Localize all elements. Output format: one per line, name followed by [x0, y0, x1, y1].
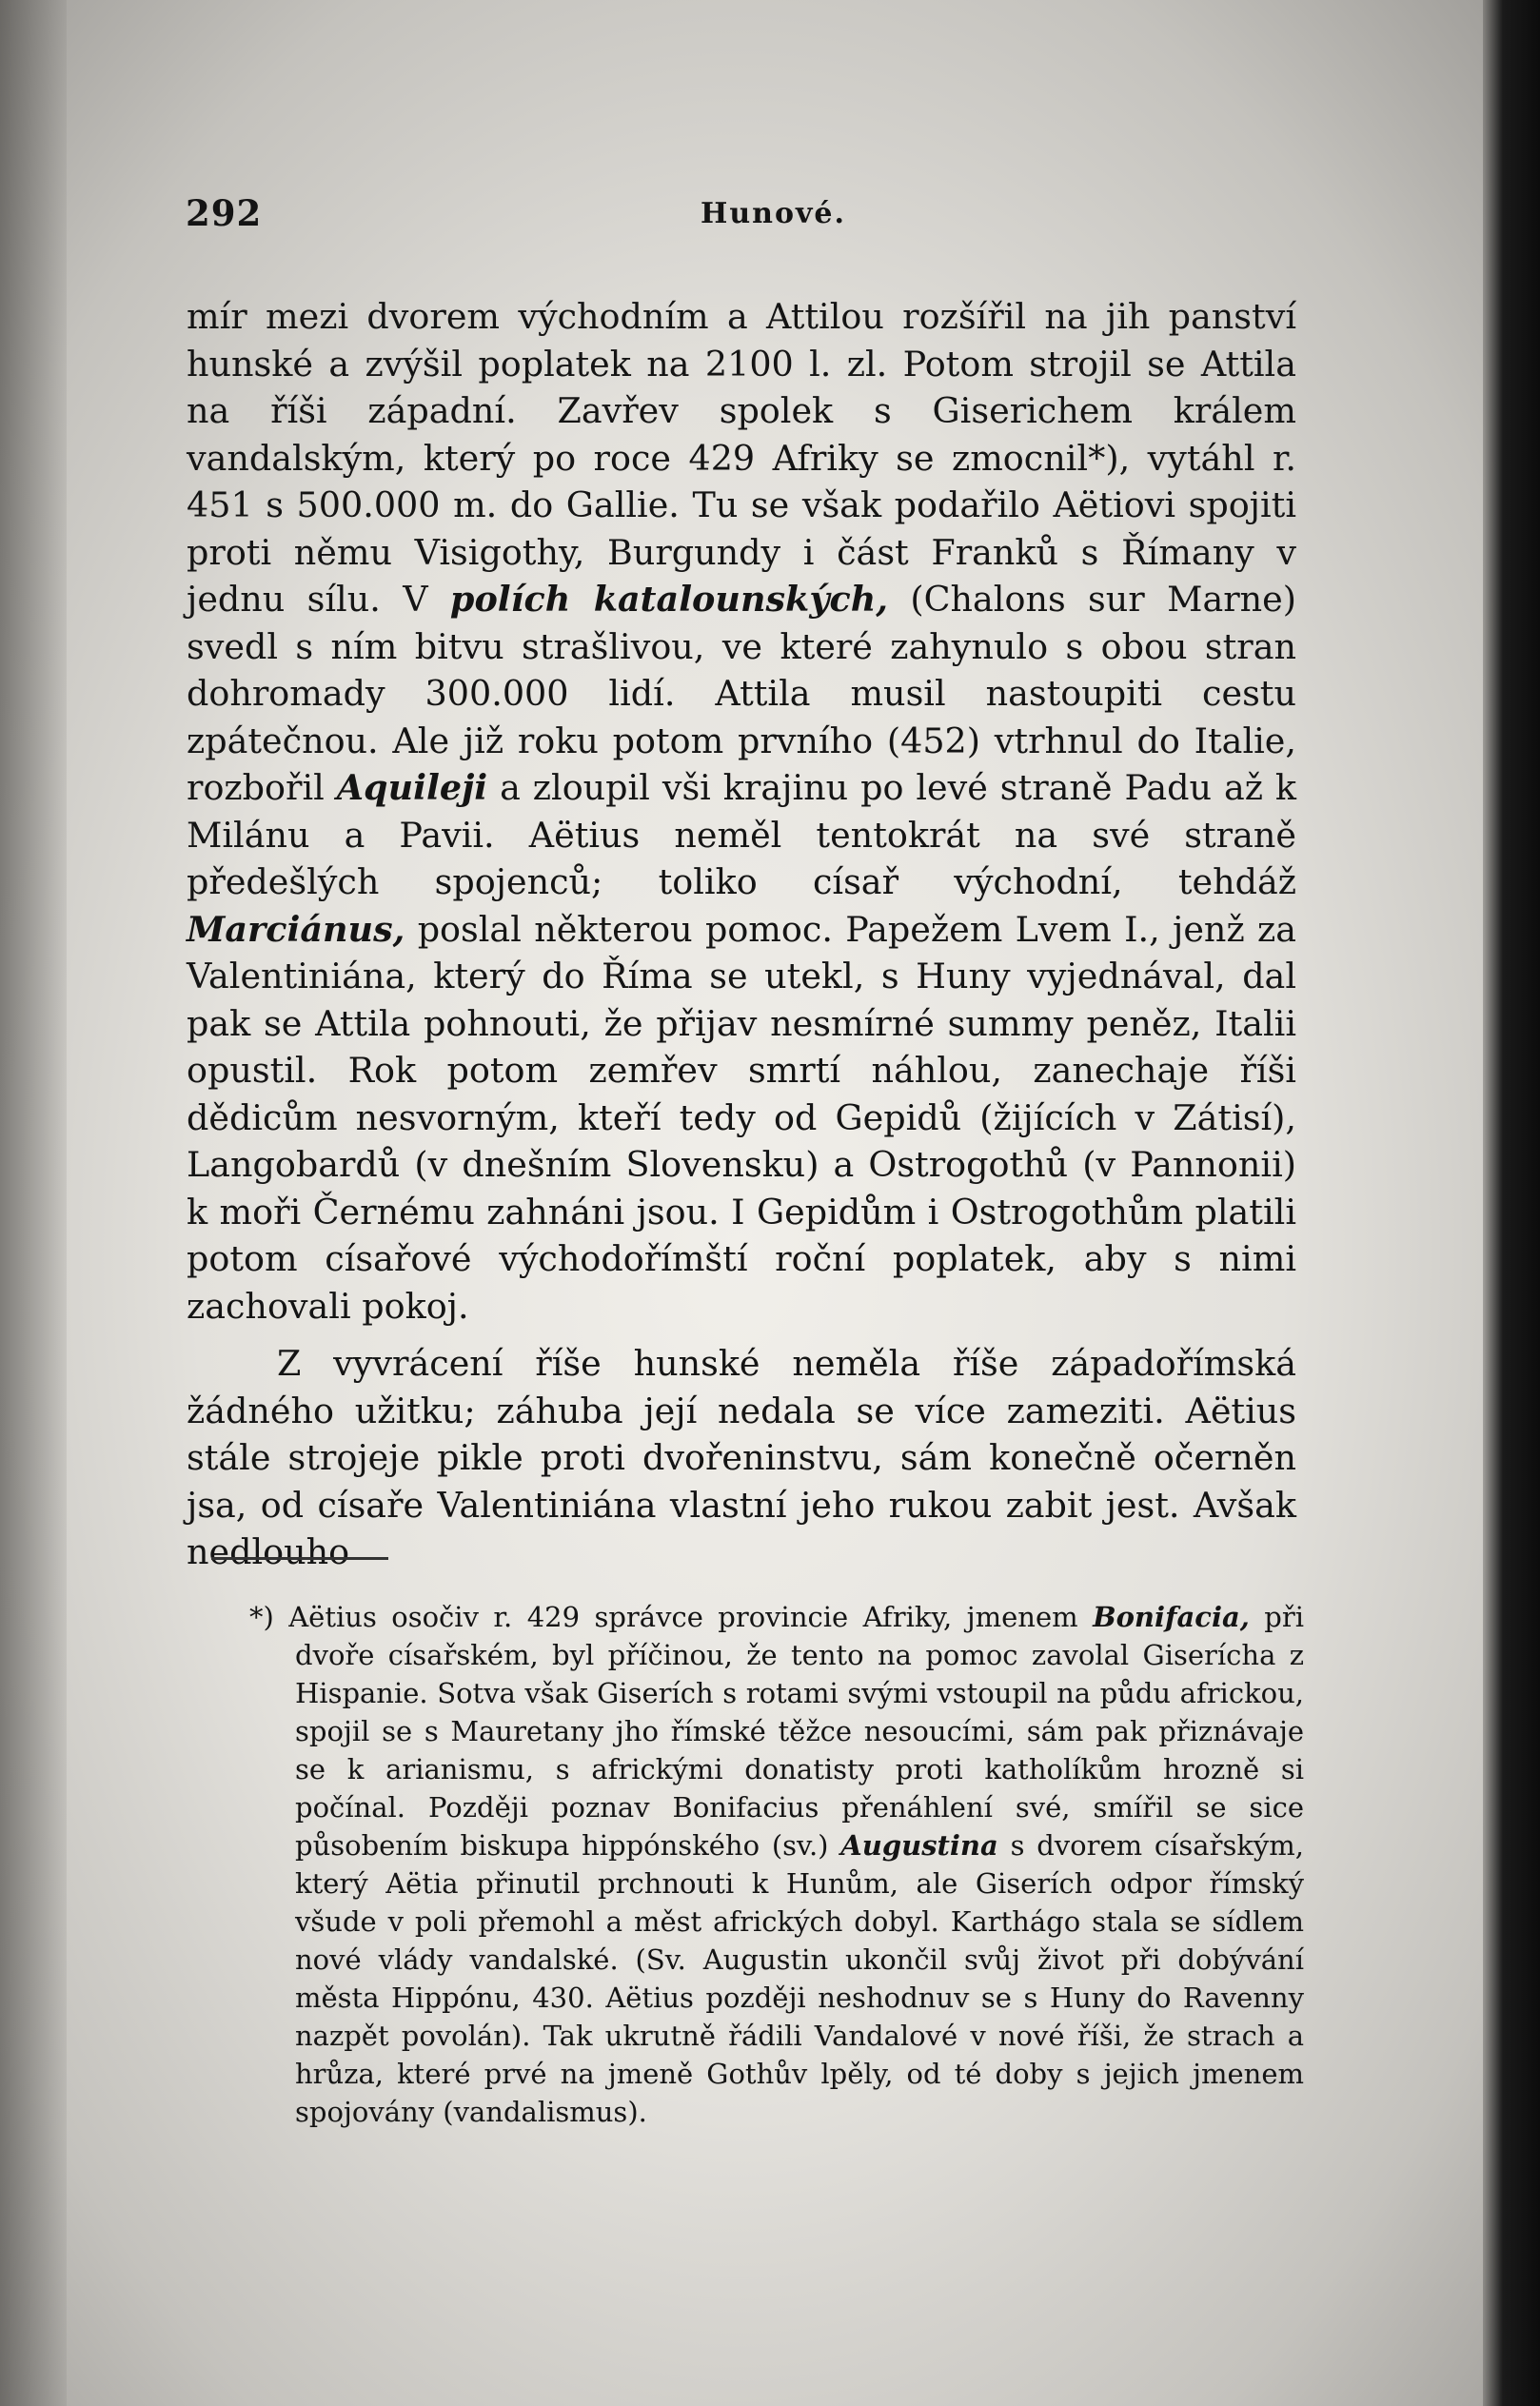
paragraph-1-text-a: mír mezi dvorem východním a Attilou rozšířil na jih panství hunské a zvýšil poplatek na 2100 l. zl. Potom strojil se Attila na říši západní. Zavřev spolek s Giserichem králem vandalským, který po roce 429 Afriky se zmocnil*), vytáhl r. 451 s 500.000 m. do Gallie. Tu se však podařilo Aëtiovi spojiti proti němu Visigothy, Burgundy i část Franků s Římany v jednu sílu. V: [187, 296, 1296, 620]
paragraph-1-text-c: a zloupil vši krajinu po levé straně Padu až k Milánu a Pavii. Aëtius neměl tentokrát na své straně předešlých spojenců; toliko císař východní, tehdáž: [187, 767, 1297, 902]
paragraph-1-text-b: (Chalons sur Marne) svedl s ním bitvu strašlivou, ve které zahynulo s obou stran dohromady 300.000 lidí. Attila musil nastoupiti cestu zpátečnou. Ale již roku potom prvního (452) vtrhnul do Italie, rozbořil: [187, 579, 1297, 808]
page-number: 292: [186, 192, 263, 234]
paragraph-1-text-d: poslal některou pomoc. Papežem Lvem I., jenž za Valentiniána, který do Říma se utekl, s Huny vyjednával, dal pak se Attila pohnouti, že přijav nesmírné summy peněz, Italii opustil. Rok potom zemřev smrtí náhlou, zanechaje říši dědicům nesvorným, kteří tedy od Gepidů (žijících v Zátisí), Langobardů (v dnešním Slovensku) a Ostrogothů (v Pannonii) k moři Černému zahnáni jsou. I Gepidům i Ostrogothům platili potom císařové východořímští roční poplatek, aby s nimi zachovali pokoj.: [187, 908, 1296, 1327]
footnote-text-a: *) Aëtius osočiv r. 429 správce provincie Afriky, jmenem: [249, 1601, 1094, 1633]
footnote-1: [249, 1598, 1304, 2131]
running-head: Hunové.: [701, 197, 846, 230]
footnote-text-b: při dvoře císařském, byl příčinou, že tento na pomoc zavolal Giserícha z Hispanie. Sotva však Giserích s rotami svými vstoupil na půdu africkou, spojil se s Mauretany jho římské těžce nesoucími, sám pak přiznávaje se k arianismu, s africkými donatisty proti katholíkům hrozně si počínal. Později poznav Bonifacius přenáhlení své, smířil se sice působením biskupa hippónského (sv.): [295, 1601, 1304, 1862]
italic-term-aquileji: Aquileji: [336, 767, 488, 808]
footnote-term-augustina: Augustina: [840, 1829, 998, 1862]
footnote-term-bonifacia: Bonifacia,: [1093, 1601, 1250, 1633]
italic-term-marcianus: Marciánus,: [187, 908, 405, 950]
footnote-divider: [211, 1557, 388, 1560]
main-text: [187, 293, 1296, 1576]
italic-term-kataloun: polích katalounských,: [449, 579, 888, 620]
footnote-text-c: s dvorem císařským, který Aëtia přinutil prchnouti k Hunům, ale Giserích odpor římský všude v poli přemohl a měst afrických dobyl. Karthágo stala se sídlem nové vlády vandalské. (Sv. Augustin ukončil svůj život při dobývání města Hippónu, 430. Aëtius později neshodnuv se s Huny do Ravenny nazpět povolán). Tak ukrutně řádili Vandalové v nové říši, že strach a hrůza, které prvé na jmeně Gothův lpěly, od té doby s jejich jmenem spojovány (vandalismus).: [295, 1829, 1304, 2128]
paragraph-2: Z vyvrácení říše hunské neměla říše západořímská žádného užitku; záhuba její nedala se více zameziti. Aëtius stále strojeje pikle proti dvořeninstvu, sám konečně očerněn jsa, od císaře Valentiniána vlastní jeho rukou zabit jest. Avšak nedlouho: [187, 1343, 1296, 1572]
paragraph-1: [187, 293, 1296, 1330]
footnote-block: [249, 1598, 1304, 2131]
